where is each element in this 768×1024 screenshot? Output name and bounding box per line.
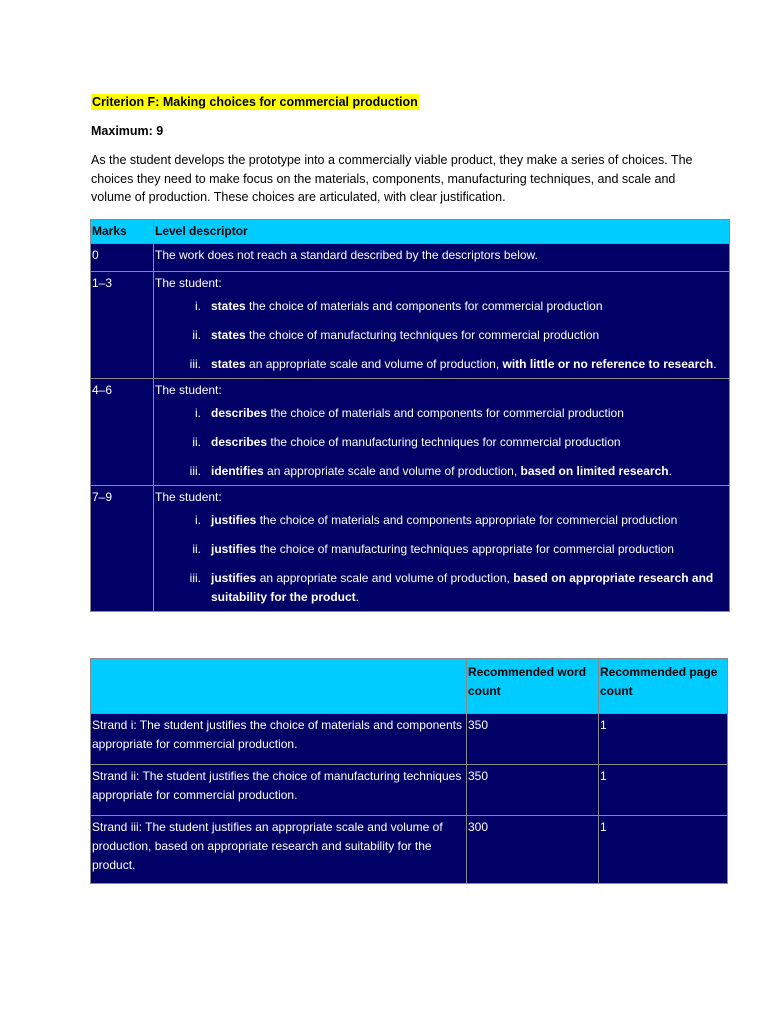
command-term: states bbox=[211, 357, 246, 371]
command-term: justifies bbox=[211, 571, 257, 585]
item-text bbox=[201, 569, 728, 607]
item-text bbox=[201, 511, 728, 530]
item-body: the choice of manufacturing techniques for commercial production bbox=[267, 435, 621, 449]
strand-word-count: 300 bbox=[467, 816, 599, 884]
item-body: the choice of materials and components for commercial production bbox=[245, 299, 603, 313]
item-number: iii. bbox=[189, 571, 201, 585]
item-text bbox=[201, 433, 728, 452]
command-term: states bbox=[211, 328, 246, 342]
level-marks: 0 bbox=[91, 244, 154, 272]
strand-page-count: 1 bbox=[599, 816, 728, 884]
descriptor-item bbox=[155, 326, 728, 345]
strand-column-header bbox=[91, 659, 467, 714]
page-count-column-header bbox=[599, 659, 728, 714]
strand-description: Strand iii: The student justifies an appropriate scale and volume of production, based on appropriate research and suitability for the product. bbox=[91, 816, 467, 884]
research-qualifier: with little or no reference to research bbox=[502, 357, 714, 371]
item-number: iii. bbox=[189, 357, 201, 371]
descriptor-item bbox=[155, 404, 728, 423]
item-body: an appropriate scale and volume of production, bbox=[263, 464, 521, 478]
strand-word-count: 350 bbox=[467, 765, 599, 816]
descriptor-item bbox=[155, 355, 728, 374]
level-table-header bbox=[91, 220, 730, 244]
strand-description: Strand ii: The student justifies the choice of manufacturing techniques appropriate for commercial production. bbox=[91, 765, 467, 816]
item-text bbox=[201, 540, 728, 559]
strand-description: Strand i: The student justifies the choice of materials and components appropriate for commercial production. bbox=[91, 714, 467, 765]
item-end: . bbox=[668, 464, 672, 478]
level-intro: The work does not reach a standard described by the descriptors below. bbox=[155, 248, 538, 262]
descriptor-item bbox=[155, 540, 728, 559]
item-text bbox=[201, 462, 728, 481]
item-body: the choice of manufacturing techniques for commercial production bbox=[245, 328, 600, 342]
criterion-heading: Criterion F: Making choices for commercial production bbox=[92, 95, 418, 109]
level-row bbox=[91, 379, 730, 486]
item-number: i. bbox=[195, 406, 201, 420]
item-body: an appropriate scale and volume of production, bbox=[256, 571, 514, 585]
level-marks: 7–9 bbox=[91, 486, 154, 612]
descriptor-item bbox=[155, 433, 728, 452]
command-term: states bbox=[211, 299, 246, 313]
item-number: ii. bbox=[192, 435, 201, 449]
item-text bbox=[201, 326, 728, 345]
level-row bbox=[91, 486, 730, 612]
item-number: iii. bbox=[189, 464, 201, 478]
item-end: . bbox=[355, 590, 360, 604]
level-row bbox=[91, 244, 730, 272]
command-term: describes bbox=[211, 406, 268, 420]
level-row bbox=[91, 272, 730, 379]
descriptor-list bbox=[155, 404, 728, 481]
item-number: ii. bbox=[192, 328, 201, 342]
item-number: i. bbox=[195, 513, 201, 527]
item-text bbox=[201, 297, 728, 316]
maximum-marks: Maximum: 9 bbox=[91, 124, 164, 138]
item-body: the choice of manufacturing techniques appropriate for commercial production bbox=[256, 542, 674, 556]
level-descriptor bbox=[154, 272, 730, 379]
word-count-header-label: Recommended word count bbox=[468, 665, 587, 698]
strand-page-count: 1 bbox=[599, 765, 728, 816]
descriptor-item bbox=[155, 569, 728, 607]
descriptor-item bbox=[155, 511, 728, 530]
criterion-intro: As the student develops the prototype into a commercially viable product, they make a series of choices. The choices they need to make focus on the materials, components, manufacturing techniques, and scale and volume of production. These choices are articulated, with clear justification. bbox=[91, 153, 693, 204]
item-number: ii. bbox=[192, 542, 201, 556]
level-descriptor bbox=[154, 244, 730, 272]
level-marks: 4–6 bbox=[91, 379, 154, 486]
item-body: the choice of materials and components appropriate for commercial production bbox=[256, 513, 678, 527]
level-intro: The student: bbox=[155, 490, 222, 504]
command-term: justifies bbox=[211, 513, 257, 527]
item-end: . bbox=[713, 357, 717, 371]
level-marks: 1–3 bbox=[91, 272, 154, 379]
descriptor-column-header: Level descriptor bbox=[154, 220, 730, 244]
level-descriptor-table bbox=[90, 219, 730, 612]
command-term: describes bbox=[211, 435, 268, 449]
word-count-table-header bbox=[91, 659, 728, 714]
page-count-header-label: Recommended page count bbox=[600, 665, 718, 698]
command-term: justifies bbox=[211, 542, 257, 556]
level-intro: The student: bbox=[155, 276, 222, 290]
item-body: the choice of materials and components for commercial production bbox=[267, 406, 624, 420]
descriptor-item bbox=[155, 462, 728, 481]
descriptor-item bbox=[155, 297, 728, 316]
marks-column-header: Marks bbox=[91, 220, 154, 244]
level-descriptor bbox=[154, 379, 730, 486]
strand-word-count: 350 bbox=[467, 714, 599, 765]
word-count-column-header bbox=[467, 659, 599, 714]
strand-page-count: 1 bbox=[599, 714, 728, 765]
strand-row bbox=[91, 714, 728, 765]
item-number: i. bbox=[195, 299, 201, 313]
research-qualifier: based on limited research bbox=[520, 464, 669, 478]
level-descriptor bbox=[154, 486, 730, 612]
research-qualifier: based on appropriate research and suitability for the product bbox=[211, 571, 714, 604]
item-body: an appropriate scale and volume of production, bbox=[245, 357, 503, 371]
strand-row bbox=[91, 765, 728, 816]
item-text bbox=[201, 355, 728, 374]
level-intro: The student: bbox=[155, 383, 222, 397]
descriptor-list bbox=[155, 511, 728, 607]
strand-row bbox=[91, 816, 728, 884]
word-count-table bbox=[90, 658, 728, 884]
item-text bbox=[201, 404, 728, 423]
descriptor-list bbox=[155, 297, 728, 374]
command-term: identifies bbox=[211, 464, 264, 478]
